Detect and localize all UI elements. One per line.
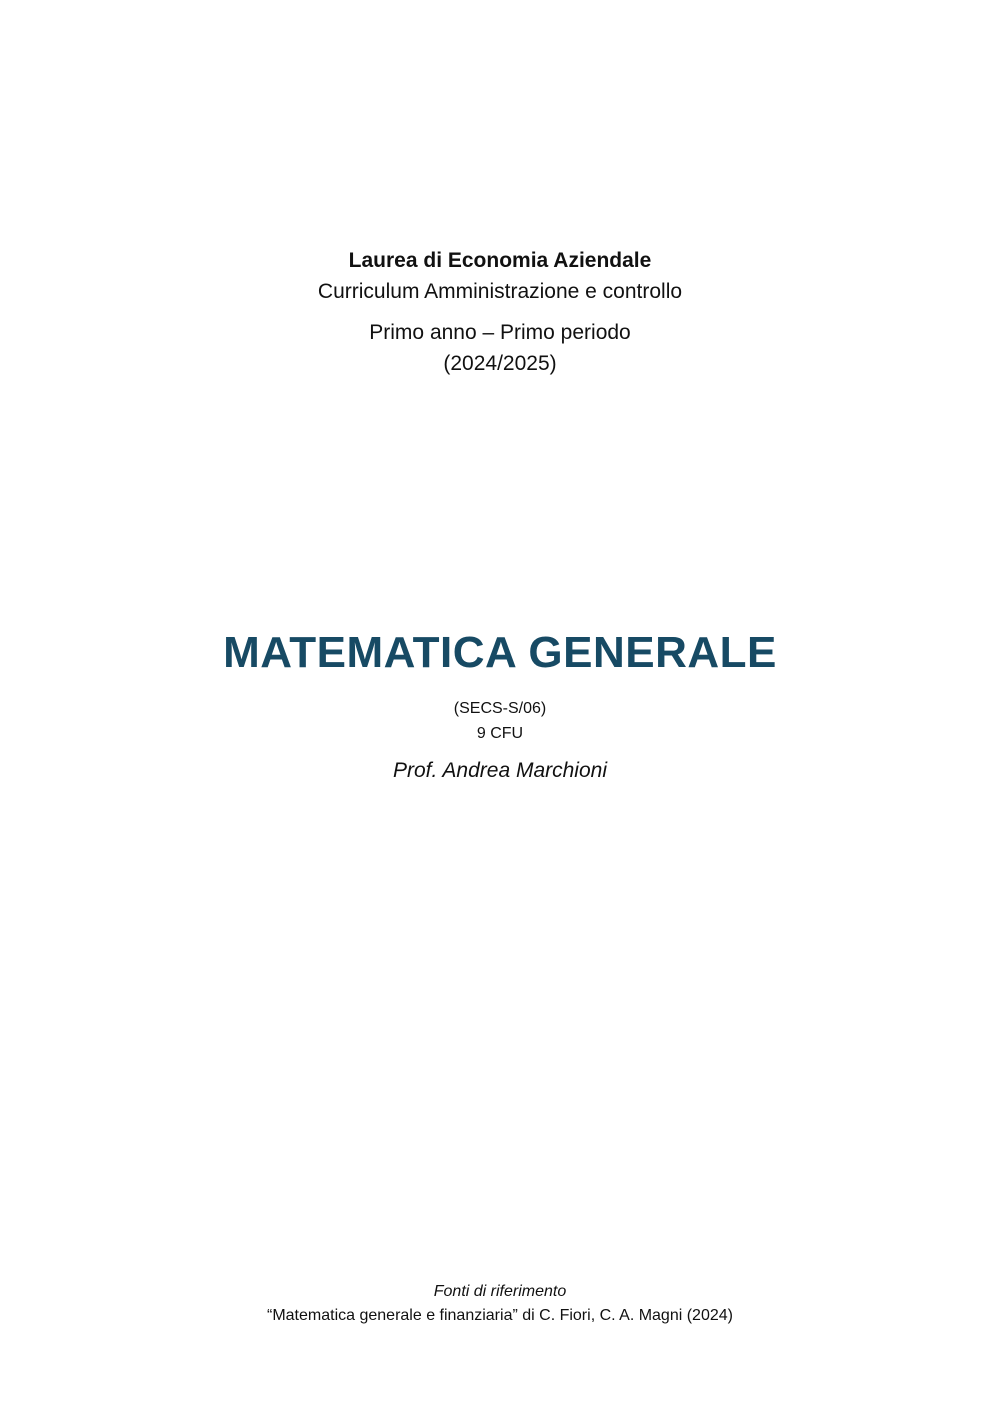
course-credits: 9 CFU: [476, 725, 524, 742]
sources-reference: “Matematica generale e finanziaria” di C. Fiori, C. A. Magni (2024): [267, 1307, 733, 1324]
sources-label: Fonti di riferimento: [433, 1283, 567, 1300]
professor-name: Prof. Andrea Marchioni: [393, 759, 607, 782]
period-line: Primo anno – Primo periodo: [369, 321, 631, 344]
course-code: (SECS-S/06): [453, 700, 547, 717]
course-title: MATEMATICA GENERALE: [223, 628, 777, 677]
academic-year: (2024/2025): [443, 352, 557, 375]
degree-heading: Laurea di Economia Aziendale: [348, 249, 652, 272]
curriculum-line: Curriculum Amministrazione e controllo: [317, 280, 683, 303]
